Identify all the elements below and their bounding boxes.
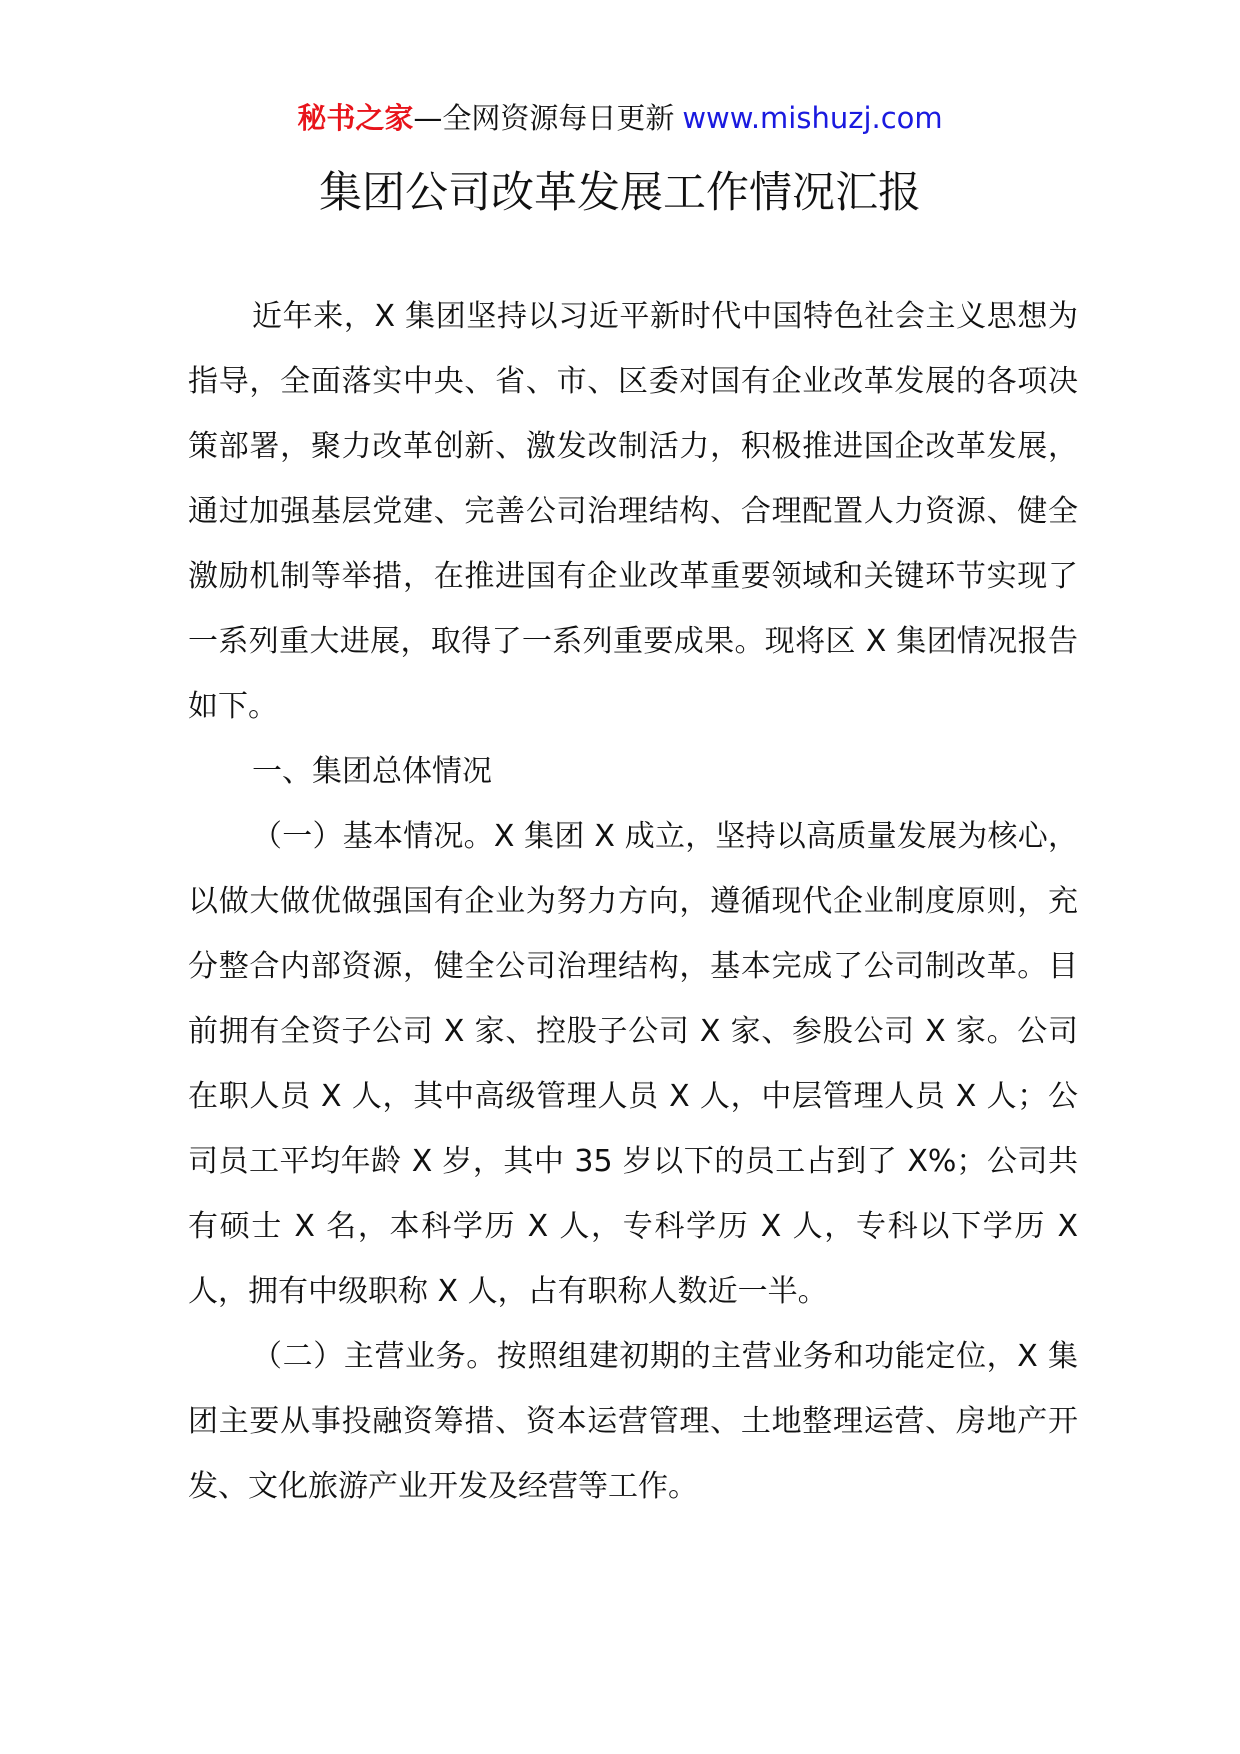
document-title: 集团公司改革发展工作情况汇报 (319, 168, 921, 218)
paragraph-basic-situation: （一）基本情况。X 集团 X 成立，坚持以高质量发展为核心，以做大做优做强国有企业为努力方向，遵循现代企业制度原则，充分整合内部资源，健全公司治理结构，基本完成了公司制改革。目前拥有全资子公司 X 家、控股子公司 X 家、参股公司 X 家。公司在职人员 X 人，其中高级管理人员 X 人，中层管理人员 X 人；公司员工平均年龄 X 岁，其中 35 岁以下的员工占到了 X%；公司共有硕士 X 名，本科学历 X 人，专科学历 X 人，专科以下学历 X 人，拥有中级职称 X 人，占有职称人数近一半。 (188, 819, 1078, 1309)
site-header (0, 98, 1240, 138)
site-url-link[interactable]: www.mishuzj.com (682, 101, 943, 135)
section-heading-1: 一、集团总体情况 (252, 754, 492, 789)
paragraph-intro: 近年来，X 集团坚持以习近平新时代中国特色社会主义思想为指导，全面落实中央、省、市、区委对国有企业改革发展的各项决策部署，聚力改革创新、激发改制活力，积极推进国企改革发展，通过加强基层党建、完善公司治理结构、合理配置人力资源、健全激励机制等举措，在推进国有企业改革重要领域和关键环节实现了一系列重大进展，取得了一系列重要成果。现将区 X 集团情况报告如下。 (188, 299, 1078, 724)
document-body (188, 284, 1078, 1519)
paragraph-main-business: （二）主营业务。按照组建初期的主营业务和功能定位，X 集团主要从事投融资筹措、资本运营管理、土地整理运营、房地产开发、文化旅游产业开发及经营等工作。 (188, 1339, 1078, 1504)
brand-name: 秘书之家 (297, 101, 414, 135)
slogan: —全网资源每日更新 (413, 101, 675, 135)
